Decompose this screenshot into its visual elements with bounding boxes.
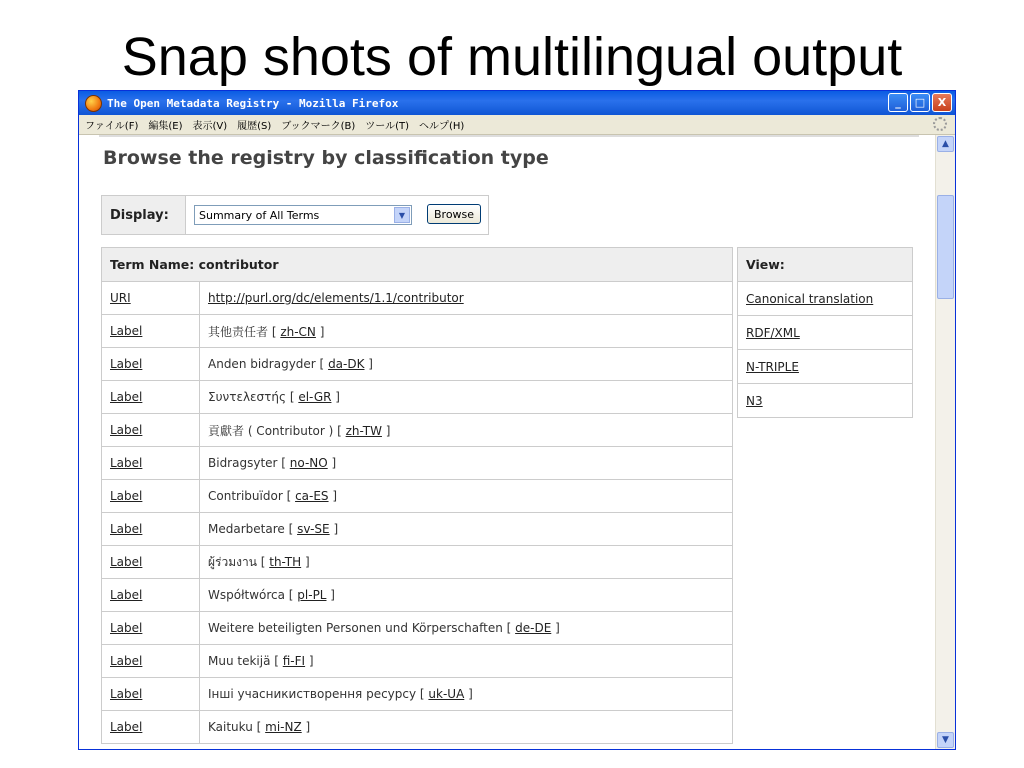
language-code-link[interactable]: sv-SE xyxy=(297,522,330,536)
menu-bar xyxy=(79,115,955,135)
language-code-link[interactable]: da-DK xyxy=(328,357,365,371)
table-row xyxy=(102,513,733,546)
menu-help[interactable]: ヘルプ(H) xyxy=(418,121,465,132)
language-code-link[interactable]: mi-NZ xyxy=(265,720,302,734)
minimize-button[interactable]: _ xyxy=(888,93,908,112)
language-code-link[interactable]: fi-FI xyxy=(282,654,306,668)
view-link-canonical[interactable]: Canonical translation xyxy=(746,291,874,306)
language-code-link[interactable]: th-TH xyxy=(269,554,302,569)
term-kind-link[interactable]: Label xyxy=(110,522,143,536)
display-form xyxy=(101,195,489,235)
language-code-link[interactable]: el-GR xyxy=(298,390,332,404)
language-code-link[interactable]: ca-ES xyxy=(295,489,329,503)
term-kind-link[interactable]: Label xyxy=(110,324,143,338)
close-bracket: ] xyxy=(464,687,473,701)
close-bracket: ] xyxy=(305,654,314,668)
close-bracket: ] xyxy=(364,357,373,371)
language-code-link[interactable]: uk-UA xyxy=(428,687,465,701)
view-table-header: View: xyxy=(738,248,913,282)
term-label-value: Medarbetare [ xyxy=(208,522,298,536)
close-bracket: ] xyxy=(315,324,325,339)
title-bar xyxy=(79,91,955,115)
window-controls xyxy=(888,93,952,112)
close-bracket: ] xyxy=(301,554,310,569)
view-table xyxy=(737,247,913,418)
term-kind-link[interactable]: Label xyxy=(110,423,143,437)
browser-window xyxy=(78,90,956,750)
term-kind-link[interactable]: Label xyxy=(110,720,143,734)
term-label-value: Muu tekijä [ xyxy=(208,654,283,668)
maximize-button[interactable]: □ xyxy=(910,93,930,112)
term-label-value: ผู้ร่วมงาน [ xyxy=(208,554,270,569)
display-label: Display: xyxy=(102,196,186,234)
term-kind-link[interactable]: Label xyxy=(110,621,143,635)
table-row xyxy=(102,480,733,513)
table-row xyxy=(102,645,733,678)
term-label-value: 其他责任者 [ xyxy=(208,324,281,339)
table-row xyxy=(102,678,733,711)
chevron-down-icon[interactable]: ▼ xyxy=(394,207,410,223)
view-link-n-triple[interactable]: N-TRIPLE xyxy=(746,359,799,374)
table-row xyxy=(102,348,733,381)
language-code-link[interactable]: no-NO xyxy=(289,456,328,470)
term-label-value: 貢獻者 ( Contributor ) [ xyxy=(208,423,346,438)
menu-tools[interactable]: ツール(T) xyxy=(365,121,409,132)
table-row xyxy=(102,447,733,480)
language-code-link[interactable]: zh-TW xyxy=(345,423,382,438)
page-heading: Browse the registry by classification type xyxy=(103,147,549,169)
firefox-icon xyxy=(85,95,102,112)
menu-edit[interactable]: 編集(E) xyxy=(148,121,183,132)
term-label-value: Weitere beteiligten Personen und Körperschaften [ xyxy=(208,621,516,635)
term-label-value: Contribuïdor [ xyxy=(208,489,296,503)
term-kind-link[interactable]: Label xyxy=(110,555,143,569)
table-row xyxy=(102,315,733,348)
language-code-link[interactable]: zh-CN xyxy=(280,324,316,339)
scrollbar-thumb[interactable] xyxy=(937,195,954,299)
term-label-value: Інші учасникистворення ресурсу [ xyxy=(208,687,429,701)
menu-bookmarks[interactable]: ブックマーク(B) xyxy=(281,121,356,132)
term-label-value: Współtwórca [ xyxy=(208,588,298,602)
close-bracket: ] xyxy=(331,390,340,404)
close-bracket: ] xyxy=(551,621,560,635)
table-row xyxy=(102,282,733,315)
browse-button[interactable]: Browse xyxy=(427,204,481,224)
terms-table xyxy=(101,247,733,744)
close-bracket: ] xyxy=(301,720,311,734)
table-row xyxy=(102,612,733,645)
scroll-down-icon[interactable]: ▼ xyxy=(937,732,954,748)
vertical-scrollbar[interactable] xyxy=(935,135,955,749)
view-link-n3[interactable]: N3 xyxy=(746,393,763,408)
close-bracket: ] xyxy=(381,423,391,438)
view-link-rdf-xml[interactable]: RDF/XML xyxy=(746,325,800,340)
display-select-value: Summary of All Terms xyxy=(199,208,320,222)
window-title: The Open Metadata Registry - Mozilla Firefox xyxy=(107,96,399,110)
term-kind-link[interactable]: Label xyxy=(110,687,143,701)
table-row xyxy=(102,579,733,612)
table-row xyxy=(102,381,733,414)
table-row xyxy=(102,546,733,579)
divider xyxy=(99,135,919,137)
language-code-link[interactable]: pl-PL xyxy=(297,588,327,602)
close-button[interactable]: X xyxy=(932,93,952,112)
term-kind-link[interactable]: URI xyxy=(110,291,131,305)
table-row xyxy=(102,414,733,447)
term-kind-link[interactable]: Label xyxy=(110,390,143,404)
scroll-up-icon[interactable]: ▲ xyxy=(937,136,954,152)
slide-title: Snap shots of multilingual output xyxy=(121,27,903,87)
page-content xyxy=(79,135,935,750)
term-kind-link[interactable]: Label xyxy=(110,357,143,371)
table-row xyxy=(102,711,733,744)
close-bracket: ] xyxy=(327,456,337,470)
term-kind-link[interactable]: Label xyxy=(110,456,143,470)
term-label-value: Bidragsyter [ xyxy=(208,456,290,470)
language-code-link[interactable]: de-DE xyxy=(515,621,552,635)
term-label-value: Kaituku [ xyxy=(208,720,266,734)
display-select[interactable] xyxy=(194,205,412,225)
terms-table-header: Term Name: contributor xyxy=(102,248,733,282)
close-bracket: ] xyxy=(326,588,335,602)
term-label-value: Συντελεστής [ xyxy=(208,390,299,404)
term-kind-link[interactable]: Label xyxy=(110,588,143,602)
menu-view[interactable]: 表示(V) xyxy=(192,121,228,132)
menu-file[interactable]: ファイル(F) xyxy=(85,121,139,132)
term-kind-link[interactable]: Label xyxy=(110,654,143,668)
close-bracket: ] xyxy=(328,489,338,503)
throbber-icon xyxy=(933,117,947,131)
close-bracket: ] xyxy=(329,522,339,536)
uri-link[interactable]: http://purl.org/dc/elements/1.1/contributor xyxy=(208,291,464,305)
menu-history[interactable]: 履歴(S) xyxy=(237,121,272,132)
term-label-value: Anden bidragyder [ xyxy=(208,357,329,371)
term-kind-link[interactable]: Label xyxy=(110,489,143,503)
